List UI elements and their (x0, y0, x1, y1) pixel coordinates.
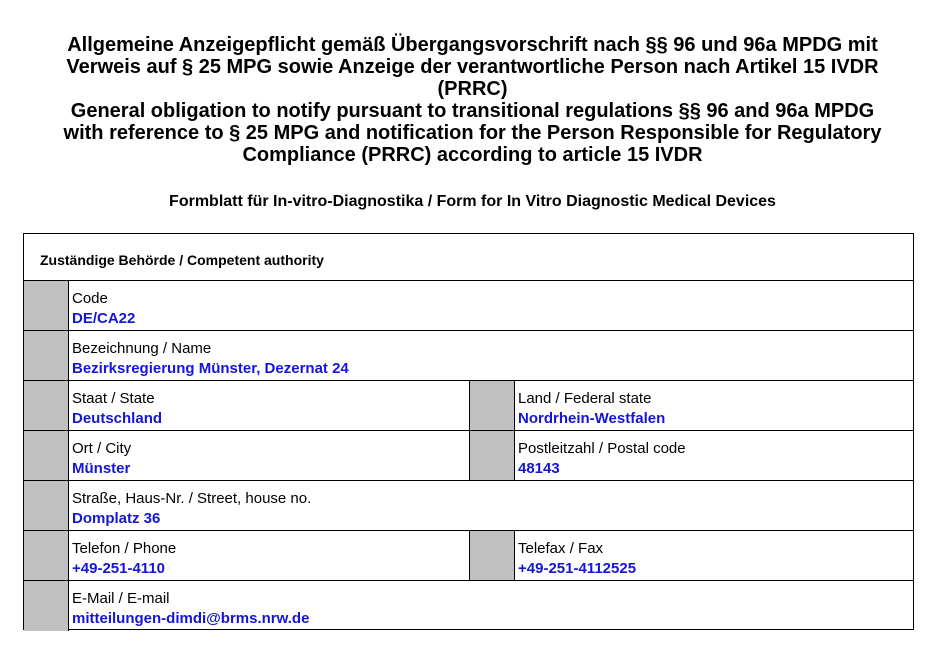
row-marker (469, 531, 515, 580)
field-value: Nordrhein-Westfalen (518, 410, 666, 427)
title-line: with reference to § 25 MPG and notification for the Person Responsible for Regulatory (63, 122, 882, 144)
field-value: +49-251-4112525 (518, 560, 637, 577)
field-value: Domplatz 36 (72, 510, 161, 527)
city-field (69, 431, 469, 480)
street-row (24, 481, 913, 531)
field-label: Telefon / Phone (72, 540, 177, 557)
field-label: Straße, Haus-Nr. / Street, house no. (72, 490, 312, 507)
code-row (24, 281, 913, 331)
state-row (24, 381, 913, 431)
row-marker (24, 581, 69, 631)
field-label: Code (72, 290, 108, 307)
federal-state-field (515, 381, 913, 430)
row-marker (24, 381, 69, 430)
field-value: Deutschland (72, 410, 163, 427)
row-marker (469, 381, 515, 430)
state-field (69, 381, 469, 430)
field-value: +49-251-4110 (72, 560, 166, 577)
email-link[interactable]: mitteilungen-dimdi@brms.nrw.de (72, 610, 310, 627)
section-label: Zuständige Behörde / Competent authority (40, 252, 324, 268)
title-line: General obligation to notify pursuant to transitional regulations §§ 96 and 96a MPDG (70, 100, 875, 122)
fax-field (515, 531, 913, 580)
city-row (24, 431, 913, 481)
title-line: Allgemeine Anzeigepflicht gemäß Übergangsvorschrift nach §§ 96 und 96a MPDG mit (67, 34, 878, 56)
code-field (69, 281, 913, 330)
field-value: Bezirksregierung Münster, Dezernat 24 (72, 360, 349, 377)
field-label: Postleitzahl / Postal code (518, 440, 686, 457)
row-marker (24, 431, 69, 480)
field-value: 48143 (518, 460, 560, 477)
field-label: E-Mail / E-mail (72, 590, 170, 607)
row-marker (469, 431, 515, 480)
row-marker (24, 531, 69, 580)
name-row (24, 331, 913, 381)
email-row (24, 581, 913, 631)
postal-code-field (515, 431, 913, 480)
field-value: DE/CA22 (72, 310, 136, 327)
field-value: Münster (72, 460, 131, 477)
field-label: Staat / State (72, 390, 155, 407)
title-line: Compliance (PRRC) according to article 15 IVDR (242, 144, 703, 166)
email-field (69, 581, 913, 631)
title-line: Verweis auf § 25 MPG sowie Anzeige der verantwortliche Person nach Artikel 15 IVDR (66, 56, 879, 78)
phone-field (69, 531, 469, 580)
field-label: Bezeichnung / Name (72, 340, 212, 357)
document-title (0, 34, 945, 166)
form-subtitle: Formblatt für In-vitro-Diagnostika / Form for In Vitro Diagnostic Medical Devices (169, 193, 776, 210)
title-line: (PRRC) (437, 78, 508, 100)
competent-authority-form (23, 233, 914, 630)
field-label: Land / Federal state (518, 390, 652, 407)
row-marker (24, 331, 69, 380)
name-field (69, 331, 913, 380)
row-marker (24, 481, 69, 530)
field-label: Telefax / Fax (518, 540, 604, 557)
phone-row (24, 531, 913, 581)
section-header (24, 234, 913, 281)
field-label: Ort / City (72, 440, 132, 457)
row-marker (24, 281, 69, 330)
street-field (69, 481, 913, 530)
